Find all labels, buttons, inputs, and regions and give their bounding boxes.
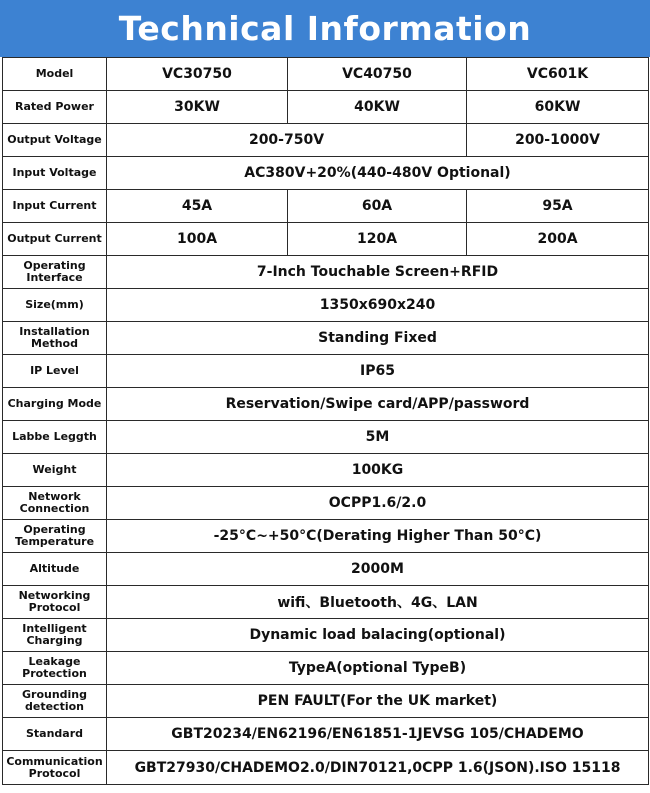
table-row-weight	[3, 454, 649, 487]
table-row-grounding-detection	[3, 685, 649, 718]
row-label: Input Current	[3, 190, 107, 223]
table-row-size	[3, 289, 649, 322]
cell-value: VC30750	[107, 58, 288, 91]
page-title: Technical Information	[118, 9, 532, 48]
table-row-operating-temperature	[3, 520, 649, 553]
cell-value: 30KW	[107, 91, 288, 124]
table-row-model	[3, 58, 649, 91]
table-row-output-current	[3, 223, 649, 256]
table-row-operating-interface	[3, 256, 649, 289]
table-row-standard	[3, 718, 649, 751]
cell-value: 120A	[288, 223, 467, 256]
row-label: Installation Method	[3, 322, 107, 355]
row-label: Size(mm)	[3, 289, 107, 322]
cell-value: 5M	[107, 421, 649, 454]
spec-table	[2, 57, 649, 785]
cell-value: PEN FAULT(For the UK market)	[107, 685, 649, 718]
table-row-leakage-protection	[3, 652, 649, 685]
row-label: Weight	[3, 454, 107, 487]
cell-value: 1350x690x240	[107, 289, 649, 322]
cell-value: 60A	[288, 190, 467, 223]
table-row-communication-protocol	[3, 751, 649, 785]
table-row-network-connection	[3, 487, 649, 520]
table-row-input-current	[3, 190, 649, 223]
row-label: Networking Protocol	[3, 586, 107, 619]
cell-value: 2000M	[107, 553, 649, 586]
row-label: Communication Protocol	[3, 751, 107, 785]
cell-value: GBT20234/EN62196/EN61851-1JEVSG 105/CHADEMO	[107, 718, 649, 751]
row-label: Leakage Protection	[3, 652, 107, 685]
table-row-installation-method	[3, 322, 649, 355]
row-label: Intelligent Charging	[3, 619, 107, 652]
table-row-cable-length	[3, 421, 649, 454]
row-label: Grounding detection	[3, 685, 107, 718]
cell-value: 100A	[107, 223, 288, 256]
table-row-charging-mode	[3, 388, 649, 421]
cell-value: TypeA(optional TypeB)	[107, 652, 649, 685]
cell-value: GBT27930/CHADEMO2.0/DIN70121,0CPP 1.6(JSON).ISO 15118	[107, 751, 649, 785]
table-row-output-voltage	[3, 124, 649, 157]
table-row-intelligent-charging	[3, 619, 649, 652]
cell-value: AC380V+20%(440-480V Optional)	[107, 157, 649, 190]
row-label: Output Voltage	[3, 124, 107, 157]
title-banner	[0, 0, 650, 57]
cell-value: 200A	[467, 223, 649, 256]
table-row-input-voltage	[3, 157, 649, 190]
cell-value: 60KW	[467, 91, 649, 124]
row-label: Rated Power	[3, 91, 107, 124]
cell-value: 7-Inch Touchable Screen+RFID	[107, 256, 649, 289]
cell-value: 40KW	[288, 91, 467, 124]
table-row-altitude	[3, 553, 649, 586]
cell-value: wifi、Bluetooth、4G、LAN	[107, 586, 649, 619]
cell-value: VC40750	[288, 58, 467, 91]
row-label: Operating Interface	[3, 256, 107, 289]
cell-value: Dynamic load balacing(optional)	[107, 619, 649, 652]
cell-value: 200-750V	[107, 124, 467, 157]
row-label: IP Level	[3, 355, 107, 388]
cell-value: 45A	[107, 190, 288, 223]
row-label: Operating Temperature	[3, 520, 107, 553]
row-label: Altitude	[3, 553, 107, 586]
cell-value: Standing Fixed	[107, 322, 649, 355]
cell-value: OCPP1.6/2.0	[107, 487, 649, 520]
table-row-networking-protocol	[3, 586, 649, 619]
row-label: Output Current	[3, 223, 107, 256]
row-label: Input Voltage	[3, 157, 107, 190]
table-row-ip-level	[3, 355, 649, 388]
cell-value: 100KG	[107, 454, 649, 487]
row-label: Standard	[3, 718, 107, 751]
row-label: Network Connection	[3, 487, 107, 520]
cell-value: VC601K	[467, 58, 649, 91]
cell-value: Reservation/Swipe card/APP/password	[107, 388, 649, 421]
row-label: Labbe Leggth	[3, 421, 107, 454]
cell-value: IP65	[107, 355, 649, 388]
cell-value: 200-1000V	[467, 124, 649, 157]
row-label: Charging Mode	[3, 388, 107, 421]
cell-value: 95A	[467, 190, 649, 223]
table-row-rated-power	[3, 91, 649, 124]
cell-value: -25°C~+50°C(Derating Higher Than 50°C)	[107, 520, 649, 553]
row-label: Model	[3, 58, 107, 91]
